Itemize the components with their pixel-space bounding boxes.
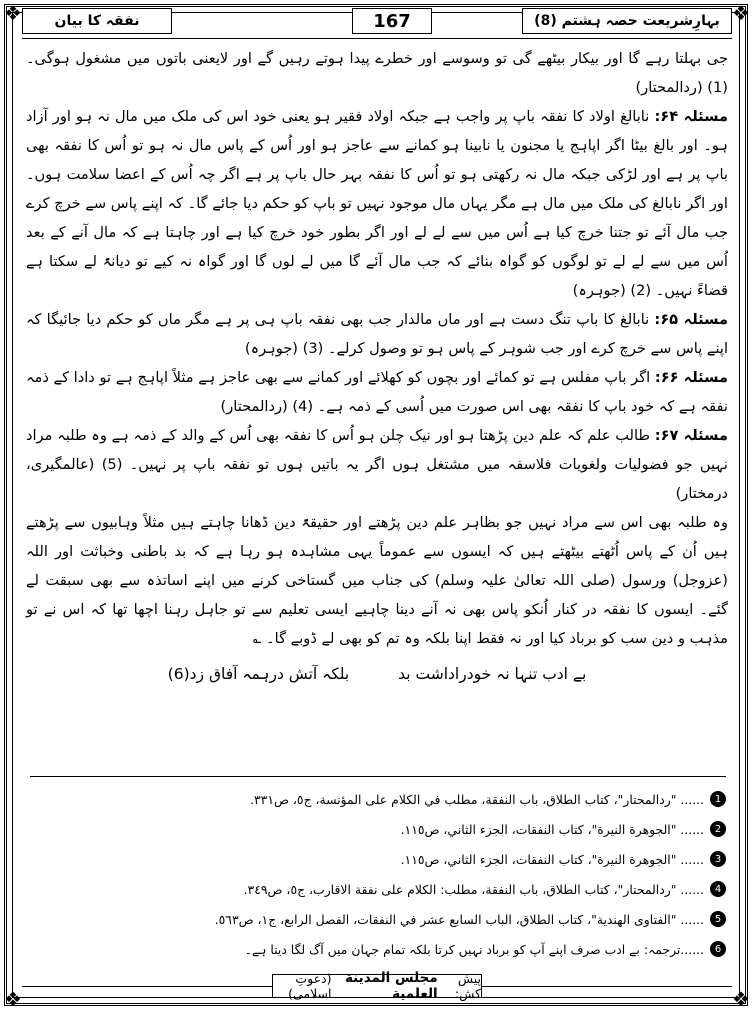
page-header xyxy=(22,8,732,36)
organization-name: (دعوتِ اسلامی) xyxy=(288,971,332,1001)
masala-label: مسئلہ ۶۷: xyxy=(654,427,729,444)
persian-verse xyxy=(26,657,728,691)
corner-ornament-icon: ❖ xyxy=(4,987,22,1011)
corner-ornament-icon: ❖ xyxy=(732,1,750,25)
footnote: 4 ...... "ردالمحتار"، كتاب الطلاق، باب النفقة، مطلب: الكلام على نفقة الاقارب، ج٥، ص٣٤٩. xyxy=(30,874,726,904)
footnote: 6 ......ترجمہ: بے ادب صرف اپنے آپ کو برباد نہیں کرتا بلکہ تمام جہان میں آگ لگا دیتا ہے۔ xyxy=(30,934,726,964)
masala-66: مسئلہ ۶۶: اگر باپ مفلس ہے تو کمائے اور بچوں کو کھلائے اور کمانے سے بھی عاجز ہے مثلاً اپاہج ہے تو دادا کے ذمہ نفقہ ہے کہ خود باپ کا نفقہ بھی اس صورت میں اُسی کے ذمہ ہے۔ (4) (ردالمحتار) xyxy=(26,369,729,415)
corner-ornament-icon: ❖ xyxy=(732,987,750,1011)
paragraph: جی بہلتا رہے گا اور بیکار بیٹھے گی تو وسوسے اور خطرے پیدا ہوتے رہیں گے اور لایعنی باتوں میں مشغول ہوگی۔ (1) (ردالمحتار) xyxy=(26,50,728,96)
page-footer xyxy=(22,970,732,1002)
chapter-topic: نفقہ کا بیان xyxy=(22,8,172,34)
header-rule xyxy=(22,38,732,39)
verse-first-half: بے ادب تنہا نہ خودراداشت بد xyxy=(398,665,587,683)
masala-label: مسئلہ ۶۵: xyxy=(654,311,728,328)
paragraph: وہ طلبہ بھی اس سے مراد نہیں جو بظاہر علم دین پڑھتے اور حقیقۃً دین ڈھانا چاہتے ہیں مثلاً وہابیوں سے پڑھتے ہیں اُن کے پاس اُٹھتے بیٹھتے ہیں کہ ایسوں سے عموماً یہی مشاہدہ ہو رہا ہے کہ بد باطنی وخباثت اور اللہ (عزوجل) ورسول (صلی اللہ تعالیٰ علیہ وسلم) کی جناب میں گستاخی کرنے میں اپنے اساتذہ سے بھی سبقت لے گئے۔ ایسوں کا نفقہ در کنار اُنکو پاس بھی نہ آنے دینا چاہیے ایسی تعلیم سے تو جاہل رہنا اچھا تھا کہ اس نے تو مذہب و دین سب کو برباد کیا اور نہ فقط اپنا بلکہ وہ تم کو بھی لے ڈوبے گا۔ ؎ xyxy=(26,514,728,647)
main-text xyxy=(26,44,728,691)
masala-67: مسئلہ ۶۷: طالب علم کہ علم دین پڑھتا ہو اور نیک چلن ہو اُس کا نفقہ بھی اُس کے والد کے ذمہ ہے وہ طلبہ مراد نہیں جو فضولیات ولغویات فلاسفہ میں مشتغل ہوں اگر یہ باتیں ہوں تو نفقہ باپ پر نہیں۔ (5) (عالمگیری، درمختار) xyxy=(26,427,729,502)
corner-ornament-icon: ❖ xyxy=(4,1,22,25)
footnotes xyxy=(30,784,726,964)
book-title: بہارِشریعت حصہ ہشتم (8) xyxy=(522,8,732,34)
footnote-number: 4 xyxy=(710,881,726,897)
footnote-divider xyxy=(30,776,726,777)
footnote: 5 ...... "الفتاوى الهندية"، كتاب الطلاق، الباب السابع عشر في النفقات، الفصل الرابع، ج١، ص٥٦٣. xyxy=(30,904,726,934)
masala-label: مسئلہ ۶۴: xyxy=(654,108,729,125)
masala-65: مسئلہ ۶۵: نابالغ کا باپ تنگ دست ہے اور ماں مالدار جب بھی نفقہ باپ ہی پر ہے مگر ماں کو حکم دیا جائیگا کہ اپنے پاس سے خرچ کرے اور جب شوہر کے پاس ہو تو وصول کرلے۔ (3) (جوہرہ) xyxy=(26,311,728,357)
footnote-number: 3 xyxy=(710,851,726,867)
masala-label: مسئلہ ۶۶: xyxy=(654,369,729,386)
masala-64: مسئلہ ۶۴: نابالغ اولاد کا نفقہ باپ پر واجب ہے جبکہ اولاد فقیر ہو یعنی خود اس کی ملک میں مال نہ ہو اور آزاد ہو۔ اور بالغ بیٹا اگر اپاہج یا مجنون یا نابینا ہو کمانے سے عاجز ہو اور اُس کے پاس مال نہ ہو تو اُس کا نفقہ بھی باپ پر ہے اور لڑکی جبکہ مال نہ رکھتی ہو تو اُس کا نفقہ بہر حال باپ پر ہے اگر چہ اُس کے اعضا سلامت ہوں۔ اور اگر نابالغ کی ملک میں مال ہے مگر یہاں مال موجود نہیں تو باپ کو حکم دیا جائے گا۔ کہ اپنے پاس سے خرچ کرے جب مال آئے تو جتنا خرچ کیا ہے اُس میں سے لے لے اور اگر بطور خود خرچ کیا ہے اور چاہتا ہے کہ مال آنے کے بعد اُس میں سے لے لے تو لوگوں کو گواہ بنائے کہ جب مال آئے گا میں لے لوں گا اور گواہ نہ کیے تو دیانۃً لے سکتا ہے قضاءً نہیں۔ (2) (جوہرہ) xyxy=(26,108,729,299)
footnote-number: 1 xyxy=(710,791,726,807)
footnote-number: 5 xyxy=(710,911,726,927)
footnote: 3 ...... "الجوهرة النيرة"، كتاب النفقات، الجزء الثاني، ص١١٥. xyxy=(30,844,726,874)
footnote: 2 ...... "الجوهرة النيرة"، كتاب النفقات، الجزء الثاني، ص١١٥. xyxy=(30,814,726,844)
publisher-box xyxy=(272,970,482,1002)
footnote-number: 6 xyxy=(710,941,726,957)
footnote-number: 2 xyxy=(710,821,726,837)
footnote: 1 ...... "ردالمحتار"، كتاب الطلاق، باب النفقة، مطلب في الكلام على المؤنسة، ج٥، ص٣٣١. xyxy=(30,784,726,814)
publisher-name: مجلس المدينة العلمية xyxy=(344,970,438,1002)
verse-second-half: بلکہ آتش درہمہ آفاق زد(6) xyxy=(167,665,350,683)
page-number: 167 xyxy=(352,8,432,34)
presenter-label: پیش کش: xyxy=(454,971,481,1001)
